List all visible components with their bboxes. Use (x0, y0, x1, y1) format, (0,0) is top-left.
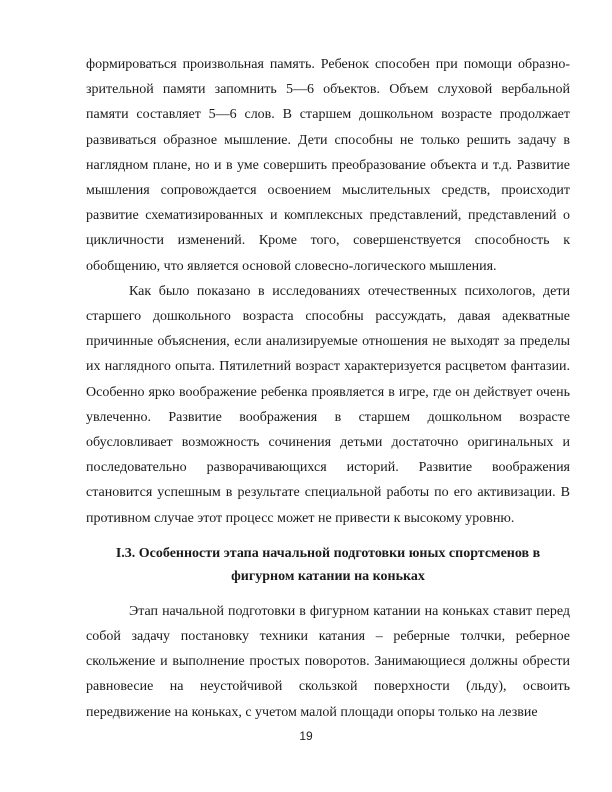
paragraph-initial-training: Этап начальной подготовки в фигурном катании на коньках ставит перед собой задачу постановку техники катания – реберные толчки, реберное скольжение и выполнение простых поворотов. Занимающиеся должны обрести равновесие на неустойчивой скользкой поверхности (льду), освоить передвижение на коньках, с учетом малой площади опоры только на лезвие (86, 603, 570, 720)
paragraph-imagination: Как было показано в исследованиях отечественных психологов, дети старшего дошкольного возраста способны рассуждать, давая адекватные причинные объяснения, если анализируемые отношения не выходят за пределы их наглядного опыта. Пятилетний возраст характеризуется расцветом фантазии. Особенно ярко воображение ребенка проявляется в игре, где он действует очень увлеченно. Развитие воображения в старшем дошкольном возрасте обусловливает возможность сочинения детьми достаточно оригинальных и последовательно разворачивающихся историй. Развитие воображения становится успешным в результате специальной работы по его активизации. В противном случае этот процесс может не привести к высокому уровню. (86, 283, 570, 526)
body-text (86, 52, 570, 725)
paragraph-continuation: формироваться произвольная память. Ребенок способен при помощи образно-зрительной памяти запомнить 5—6 объектов. Объем слуховой вербальной памяти составляет 5—6 слов. В старшем дошкольном возрасте продолжает развиваться образное мышление. Дети способны не только решить задачу в наглядном плане, но и в уме совершить преобразование объекта и т.д. Развитие мышления сопровождается освоением мыслительных средств, происходит развитие схематизированных и комплексных представлений, представлений о цикличности изменений. Кроме того, совершенствуется способность к обобщению, что является основой словесно-логического мышления. (86, 57, 570, 274)
section-heading: I.3. Особенности этапа начальной подготовки юных спортсменов в фигурном катании на коньках (115, 545, 541, 584)
page-number: 19 (299, 729, 313, 743)
